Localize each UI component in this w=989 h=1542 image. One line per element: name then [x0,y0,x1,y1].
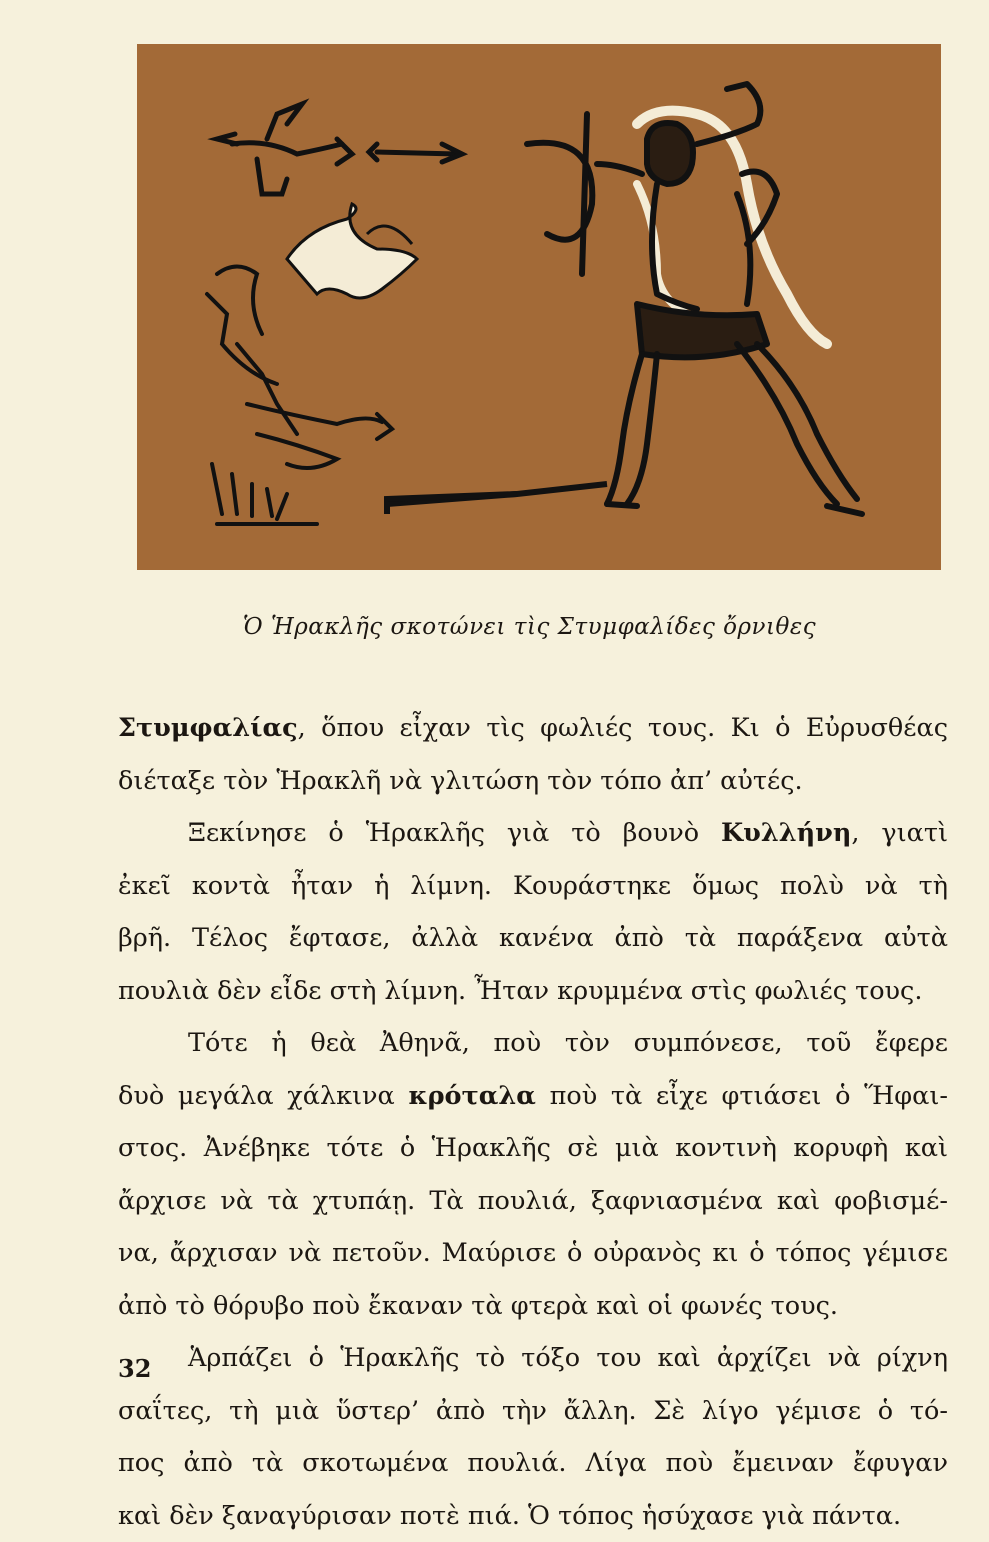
text-line [118,1437,948,1490]
text-span: καὶ δὲν ξαναγύρισαν ποτὲ πιά. Ὁ τόπος ἡσύχασε γιὰ πάντα. [118,1501,901,1531]
text-span: να, ἄρχισαν νὰ πετοῦν. Μαύρισε ὁ οὐρανὸς κι ὁ τόπος γέμισε [118,1238,948,1268]
text-line [118,912,948,965]
bold-term: Κυλλήνη [721,818,851,848]
text-span: δυὸ μεγάλα χάλκινα [118,1081,408,1111]
text-span: πουλιὰ δὲν εἶδε στὴ λίμνη. Ἦταν κρυμμένα στὶς φωλιές τους. [118,976,922,1006]
text-line [118,1385,948,1438]
text-span: βρῆ. Τέλος ἔφτασε, ἀλλὰ κανένα ἀπὸ τὰ παράξενα αὐτὰ [118,923,948,953]
text-span: πος ἀπὸ τὰ σκοτωμένα πουλιά. Λίγα ποὺ ἔμειναν ἔφυγαν [118,1448,948,1478]
text-span: ἄρχισε νὰ τὰ χτυπάῃ. Τὰ πουλιά, ξαφνιασμένα καὶ φοβισμέ- [118,1186,948,1216]
text-span: διέταξε τὸν Ἡρακλῆ νὰ γλιτώση τὸν τόπο ἀπ’ αὐτές. [118,766,803,796]
text-line [118,1490,948,1542]
text-line [118,702,948,755]
bold-term: Στυμφαλίας [118,713,298,743]
body-text [118,702,948,1542]
text-line [118,1070,948,1123]
page-number: 32 [118,1354,151,1383]
text-line [118,1227,948,1280]
woodcut-drawing [137,44,941,570]
text-line [118,1280,948,1333]
text-line [118,755,948,808]
text-span: ποὺ τὰ εἶχε φτιάσει ὁ Ἥφαι- [536,1081,948,1111]
text-line [118,1017,948,1070]
figure-caption: Ὁ Ἡρακλῆς σκοτώνει τὶς Στυμφαλίδες ὄρνιθες [0,614,989,640]
text-span: Τότε ἡ θεὰ Ἀθηνᾶ, ποὺ τὸν συμπόνεσε, τοῦ ἔφερε [188,1028,948,1058]
text-span: στος. Ἀνέβηκε τότε ὁ Ἡρακλῆς σὲ μιὰ κοντινὴ κορυφὴ καὶ [118,1133,948,1163]
text-span: σαΐτες, τὴ μιὰ ὕστερ’ ἀπὸ τὴν ἄλλη. Σὲ λίγο γέμισε ὁ τό- [118,1396,948,1426]
text-line [118,965,948,1018]
text-line [118,860,948,913]
text-span: , ὅπου εἶχαν τὶς φωλιές τους. Κι ὁ Εὐρυσθέας [298,713,948,743]
text-span: , γιατὶ [851,818,948,848]
text-line [118,1332,948,1385]
text-span: Ξεκίνησε ὁ Ἡρακλῆς γιὰ τὸ βουνὸ [188,818,721,848]
text-line [118,807,948,860]
text-line [118,1122,948,1175]
illustration-heracles-stymphalian-birds [137,44,941,570]
text-span: Ἁρπάζει ὁ Ἡρακλῆς τὸ τόξο του καὶ ἀρχίζει νὰ ρίχνη [188,1343,948,1373]
bold-term: κρόταλα [408,1081,535,1111]
text-span: ἀπὸ τὸ θόρυβο ποὺ ἔκαναν τὰ φτερὰ καὶ οἱ φωνές τους. [118,1291,838,1321]
text-span: ἐκεῖ κοντὰ ἦταν ἡ λίμνη. Κουράστηκε ὅμως πολὺ νὰ τὴ [118,871,948,901]
text-line [118,1175,948,1228]
